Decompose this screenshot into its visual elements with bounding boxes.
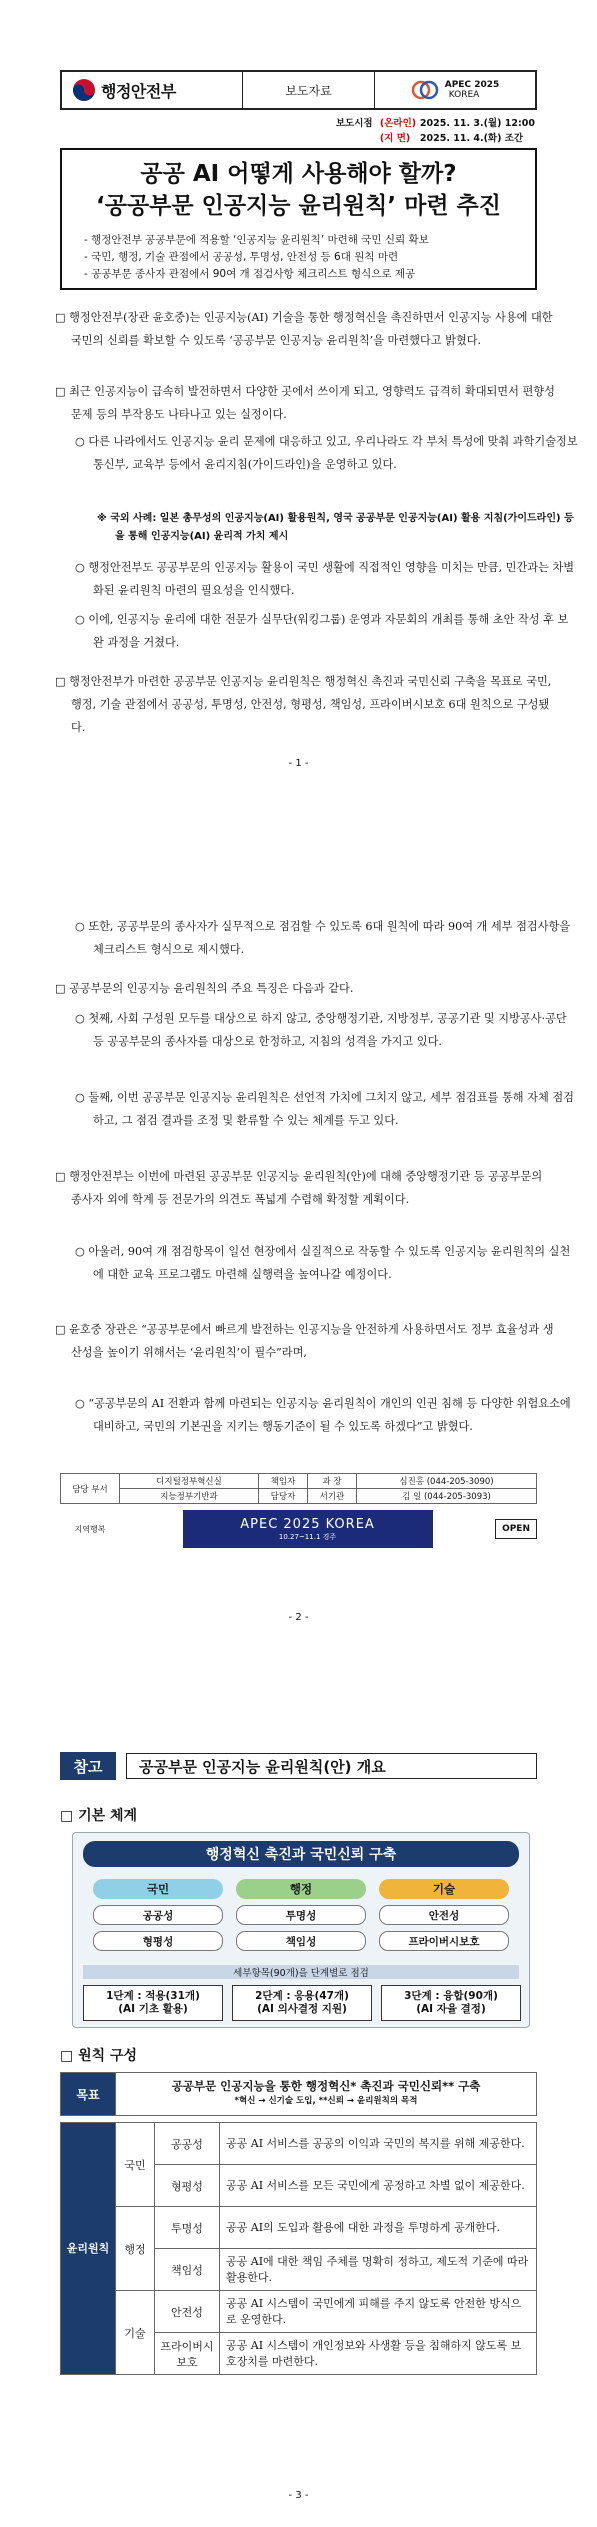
apec-banner-dates: 10.27~11.1 경주 [278, 1532, 337, 1541]
section-title: □ 기본 체계 [60, 1808, 138, 1824]
principle-pill: 책임성 [236, 1931, 366, 1951]
goal-table [60, 2072, 537, 2116]
principle-pill: 프라이버시보호 [379, 1931, 509, 1951]
staff-name: 김 일 (044-205-3093) [357, 1489, 537, 1504]
column-head: 기술 [379, 1879, 509, 1899]
framework-column-admin [236, 1879, 366, 1951]
principle-name: 프라이버시보호 [155, 2333, 220, 2375]
stage-title: 2단계 : 응용(47개) [255, 1990, 349, 2002]
principles-table [60, 2122, 537, 2375]
column-head: 행정 [236, 1879, 366, 1899]
stage-sub: (AI 기초 활용) [118, 2003, 188, 2015]
headline-line2: ‘공공부문 인공지능 윤리원칙’ 마련 추진 [96, 193, 501, 219]
paragraph: ○ “공공부문의 AI 전환과 함께 마련되는 인공지능 윤리원칙이 개인의 인권 침해 등 다양한 위험요소에 대비하고, 국민의 기본권을 지키는 행동기준이 될 수 있도록 하겠다”고 밝혔다. [75, 1397, 571, 1433]
principle-name: 책임성 [155, 2249, 220, 2291]
footer-banner [60, 1508, 537, 1550]
staff-label: 담당자 [259, 1489, 308, 1504]
goal-text: 공공부문 인공지능을 통한 행정혁신* 촉진과 국민신뢰** 구축 [171, 2079, 481, 2093]
taegeuk-icon [72, 78, 96, 102]
reference-title: 공공부문 인공지능 윤리원칙(안) 개요 [126, 1753, 537, 1779]
principle-name: 공공성 [155, 2123, 220, 2165]
principle-name: 형평성 [155, 2165, 220, 2207]
apec-country: KOREA [448, 90, 480, 100]
reference-tag: 참고 [60, 1752, 116, 1780]
paragraph: □ 행정안전부가 마련한 공공부문 인공지능 윤리원칙은 행정혁신 촉진과 국민신뢰 구축을 목표로 국민, 행정, 기술 관점에서 공공성, 투명성, 안전성, 형평성, 책임성, 프라이버시보호 6대 원칙으로 구성됐다. [55, 675, 552, 734]
apec-logo [375, 78, 535, 102]
reference-header [60, 1752, 537, 1780]
dept-name: 디지털정부혁신실 [120, 1474, 259, 1489]
principle-desc: 공공 AI 시스템이 개인정보와 사생활 등을 침해하지 않도록 보호장치를 마련한다. [220, 2333, 537, 2375]
framework-column-citizen [93, 1879, 223, 1951]
resp-title: 과 장 [308, 1474, 357, 1489]
paragraph: ○ 행정안전부도 공공부문의 인공지능 활용이 국민 생활에 직접적인 영향을 미치는 만큼, 민간과는 차별화된 윤리원칙 마련의 필요성을 인식했다. [75, 561, 575, 597]
paragraph: □ 최근 인공지능이 급속히 발전하면서 다양한 곳에서 쓰이게 되고, 영향력도 급격히 확대되면서 편향성 문제 등의 부작용도 나타나고 있는 실정이다. [55, 385, 555, 421]
embargo-box [336, 116, 535, 146]
apec-logo-text: APEC 2025 [444, 80, 500, 90]
resp-name: 심진홍 (044-205-3090) [357, 1474, 537, 1489]
embargo-online-tag: (온라인) [379, 118, 417, 129]
stage-title: 3단계 : 융합(90개) [404, 1990, 498, 2002]
principle-pill: 형평성 [93, 1931, 223, 1951]
principle-desc: 공공 AI 시스템이 국민에게 피해를 주지 않도록 안전한 방식으로 운영한다. [220, 2291, 537, 2333]
subheadline: - 공공부문 종사자 관점에서 90여 개 점검사항 체크리스트 형식으로 제공 [84, 268, 416, 280]
paragraph: ○ 또한, 공공부문의 종사자가 실무적으로 점검할 수 있도록 6대 원칙에 따라 90여 개 세부 점검사항을 체크리스트 형식으로 제시했다. [75, 920, 571, 956]
ministry-name: 행정안전부 [101, 81, 176, 101]
framework-goal: 행정혁신 촉진과 국민신뢰 구축 [83, 1841, 519, 1867]
goal-label: 목표 [61, 2073, 116, 2116]
principles-label: 윤리원칙 [61, 2123, 116, 2375]
paragraph: ○ 둘째, 이번 공공부문 인공지능 윤리원칙은 선언적 가치에 그치지 않고, 세부 점검표를 통해 자체 점검하고, 그 점검 결과를 조정 및 환류할 수 있는 체계를 두고 있다. [75, 1091, 574, 1127]
doc-type: 보도자료 [242, 72, 375, 108]
principle-name: 안전성 [155, 2291, 220, 2333]
principle-group: 국민 [116, 2123, 155, 2207]
paragraph: ○ 이에, 인공지능 윤리에 대한 전문가 실무단(워킹그룹) 운영과 자문회의 개최를 통해 초안 작성 후 보완 과정을 거쳤다. [75, 613, 569, 649]
stage-sub: (AI 의사결정 지원) [257, 2003, 347, 2015]
staff-title: 서기관 [308, 1489, 357, 1504]
principle-desc: 공공 AI에 대한 책임 주체를 명확히 정하고, 제도적 기준에 따라 활용한다. [220, 2249, 537, 2291]
principle-desc: 공공 AI의 도입과 활용에 대한 과정을 투명하게 공개한다. [220, 2207, 537, 2249]
section-title: □ 원칙 구성 [60, 2048, 138, 2064]
apec-banner [183, 1510, 433, 1548]
press-header [60, 70, 537, 110]
paragraph: □ 행정안전부는 이번에 마련된 공공부문 인공지능 윤리원칙(안)에 대해 중앙행정기관 등 공공부문의 종사자 외에 학계 등 전문가의 의견도 폭넓게 수렴해 확정할 계획이다. [55, 1170, 543, 1206]
resp-label: 책임자 [259, 1474, 308, 1489]
goal-note: *혁신 → 신기술 도입, **신뢰 → 윤리원칙의 목적 [234, 2096, 418, 2106]
page-number: - 1 - [288, 758, 309, 769]
paragraph: □ 행정안전부(장관 윤호중)는 인공지능(AI) 기술을 통한 행정혁신을 촉진하면서 인공지능 사용에 대한 국민의 신뢰를 확보할 수 있도록 ‘공공부문 인공지능 윤리원칙’을 마련했다고 밝혔다. [55, 311, 553, 347]
dept-name: 지능정부기반과 [120, 1489, 259, 1504]
framework-diagram [72, 1832, 530, 2028]
principle-desc: 공공 AI 서비스를 모든 국민에게 공정하고 차별 없이 제공한다. [220, 2165, 537, 2207]
framework-column-tech [379, 1879, 509, 1951]
paragraph: □ 공공부문의 인공지능 윤리원칙의 주요 특징은 다음과 같다. [55, 982, 354, 995]
subheadline: - 국민, 행정, 기술 관점에서 공공성, 투명성, 안전성 등 6대 원칙 마련 [84, 251, 399, 263]
embargo-paper-tag: (지 면) [379, 133, 411, 144]
ministry-logo [62, 78, 242, 102]
page-number: - 2 - [288, 1612, 309, 1623]
headline-line1: 공공 AI 어떻게 사용해야 할까? [140, 161, 457, 187]
embargo-paper-time: 2025. 11. 4.(화) 조간 [419, 133, 524, 144]
subheadline: - 행정안전부 공공부문에 적용할 ‘인공지능 윤리원칙’ 마련해 국민 신뢰 확보 [84, 234, 429, 246]
headline-box [60, 148, 537, 290]
principle-name: 투명성 [155, 2207, 220, 2249]
principle-pill: 안전성 [379, 1905, 509, 1925]
dept-label: 담당 부서 [61, 1474, 120, 1504]
principle-pill: 투명성 [236, 1905, 366, 1925]
paragraph: □ 윤호중 장관은 “공공부문에서 빠르게 발전하는 인공지능을 안전하게 사용하면서도 정부 효율성과 생산성을 높이기 위해서는 ‘윤리원칙’이 필수”라며, [55, 1323, 554, 1359]
stage-box [232, 1985, 372, 2021]
principle-group: 행정 [116, 2207, 155, 2291]
principle-group: 기술 [116, 2291, 155, 2375]
open-license-logo: OPEN [495, 1519, 537, 1539]
embargo-label: 보도시점 [335, 118, 373, 129]
stage-box [381, 1985, 521, 2021]
column-head: 국민 [93, 1879, 223, 1899]
apec-emblem-icon [411, 78, 441, 102]
checklist-bar: 세부항목(90개)을 단계별로 점검 [83, 1965, 519, 1979]
stage-title: 1단계 : 적용(31개) [106, 1990, 200, 2002]
contact-table [60, 1473, 537, 1504]
stage-sub: (AI 자율 결정) [416, 2003, 486, 2015]
regional-logo: 지역행복 [74, 1524, 106, 1534]
apec-banner-title: APEC 2025 KOREA [240, 1516, 375, 1532]
page-number: - 3 - [288, 2490, 309, 2501]
note: ※ 국외 사례: 일본 총무성의 인공지능(AI) 활용원칙, 영국 공공부문 인공지능(AI) 활용 지침(가이드라인) 등을 통해 인공지능(AI) 윤리적 가치 제시 [97, 513, 574, 542]
principle-pill: 공공성 [93, 1905, 223, 1925]
paragraph: ○ 아울러, 90여 개 점검항목이 일선 현장에서 실질적으로 작동할 수 있도록 인공지능 윤리원칙의 실천에 대한 교육 프로그램도 마련해 실행력을 높여나갈 예정이다. [75, 1245, 571, 1281]
principle-desc: 공공 AI 서비스를 공공의 이익과 국민의 복지를 위해 제공한다. [220, 2123, 537, 2165]
paragraph: ○ 다른 나라에서도 인공지능 윤리 문제에 대응하고 있고, 우리나라도 각 부처 특성에 맞춰 과학기술정보통신부, 교육부 등에서 윤리지침(가이드라인)을 운영하고 있다. [75, 435, 578, 471]
embargo-online-time: 2025. 11. 3.(월) 12:00 [419, 118, 535, 129]
paragraph: ○ 첫째, 사회 구성원 모두를 대상으로 하지 않고, 중앙행정기관, 지방정부, 공공기관 및 지방공사·공단 등 공공부문의 종사자를 대상으로 한정하고, 지침의 성격을 가지고 있다. [75, 1012, 567, 1048]
stage-box [83, 1985, 223, 2021]
